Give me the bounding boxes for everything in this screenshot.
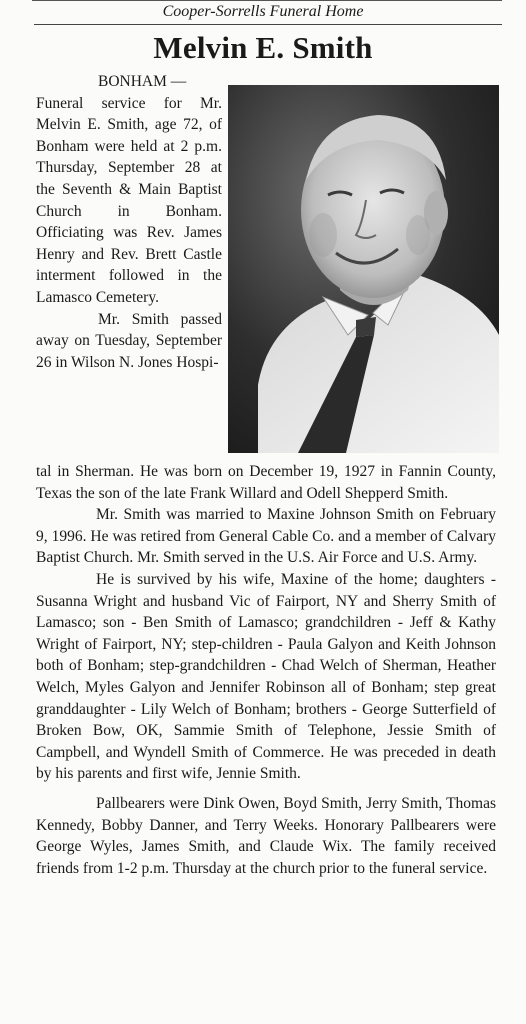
full-width-text bbox=[36, 461, 496, 879]
top-rule bbox=[32, 0, 502, 1]
funeral-home-name: Cooper-Sorrells Funeral Home bbox=[162, 3, 364, 20]
survivors-paragraph: He is survived by his wife, Maxine of the home; daughters - Susanna Wright and husband Vic of Fairport, NY and Sherry Smith of Lamasco; son - Ben Smith of Lamasco; grandchildren - Jeff & Kathy Wright of Fairport, NY; step-children - Paula Galyon and Keith Johnson both of Bonham; step-grandchildren - Chad Welch of Sherman, Heather Welch, Myles Galyon and Jennifer Robinson all of Bonham; step great granddaughter - Lily Welch of Bonham; brothers - George Sutterfield of Broken Bow, OK, Sammie Smith of Telephone, Jessie Smith of Campbell, and Wyndell Smith of Commerce. He was preceded in death by his parents and first wife, Jennie Smith. bbox=[36, 570, 496, 783]
service-paragraph: Funeral service for Mr. Melvin E. Smith, age 72, of Bonham were held at 2 p.m. Thursday, September 28 at the Seventh & Main Baptist Church in Bonham. Officiating was Rev. James Henry and Rev. Brett Castle interment followed in the Lamasco Cemetery. bbox=[36, 94, 222, 306]
passing-paragraph-end: tal in Sherman. He was born on December 19, 1927 in Fannin County, Texas the son of the late Frank Willard and Odell Shepperd Smith. bbox=[36, 463, 496, 502]
deceased-name-headline: Melvin E. Smith bbox=[153, 30, 373, 65]
paragraph-gap bbox=[36, 785, 496, 793]
pallbearers-paragraph: Pallbearers were Dink Owen, Boyd Smith, Jerry Smith, Thomas Kennedy, Bobby Danner, and Terry Weeks. Honorary Pallbearers were George Wyles, James Smith, and Claude Wix. The family received friends from 1-2 p.m. Thursday at the church prior to the funeral service. bbox=[36, 794, 496, 877]
passing-paragraph-start: Mr. Smith passed away on Tuesday, September 26 in Wilson N. Jones Hospi- bbox=[36, 310, 222, 371]
portrait-illustration bbox=[228, 85, 499, 453]
header-rule bbox=[34, 24, 502, 25]
portrait-photo bbox=[228, 85, 499, 453]
dateline: BONHAM — bbox=[98, 73, 187, 90]
narrow-text-column bbox=[36, 71, 222, 373]
marriage-paragraph: Mr. Smith was married to Maxine Johnson Smith on February 9, 1996. He was retired from General Cable Co. and a member of Calvary Baptist Church. Mr. Smith served in the U.S. Air Force and U.S. Army. bbox=[36, 506, 496, 567]
